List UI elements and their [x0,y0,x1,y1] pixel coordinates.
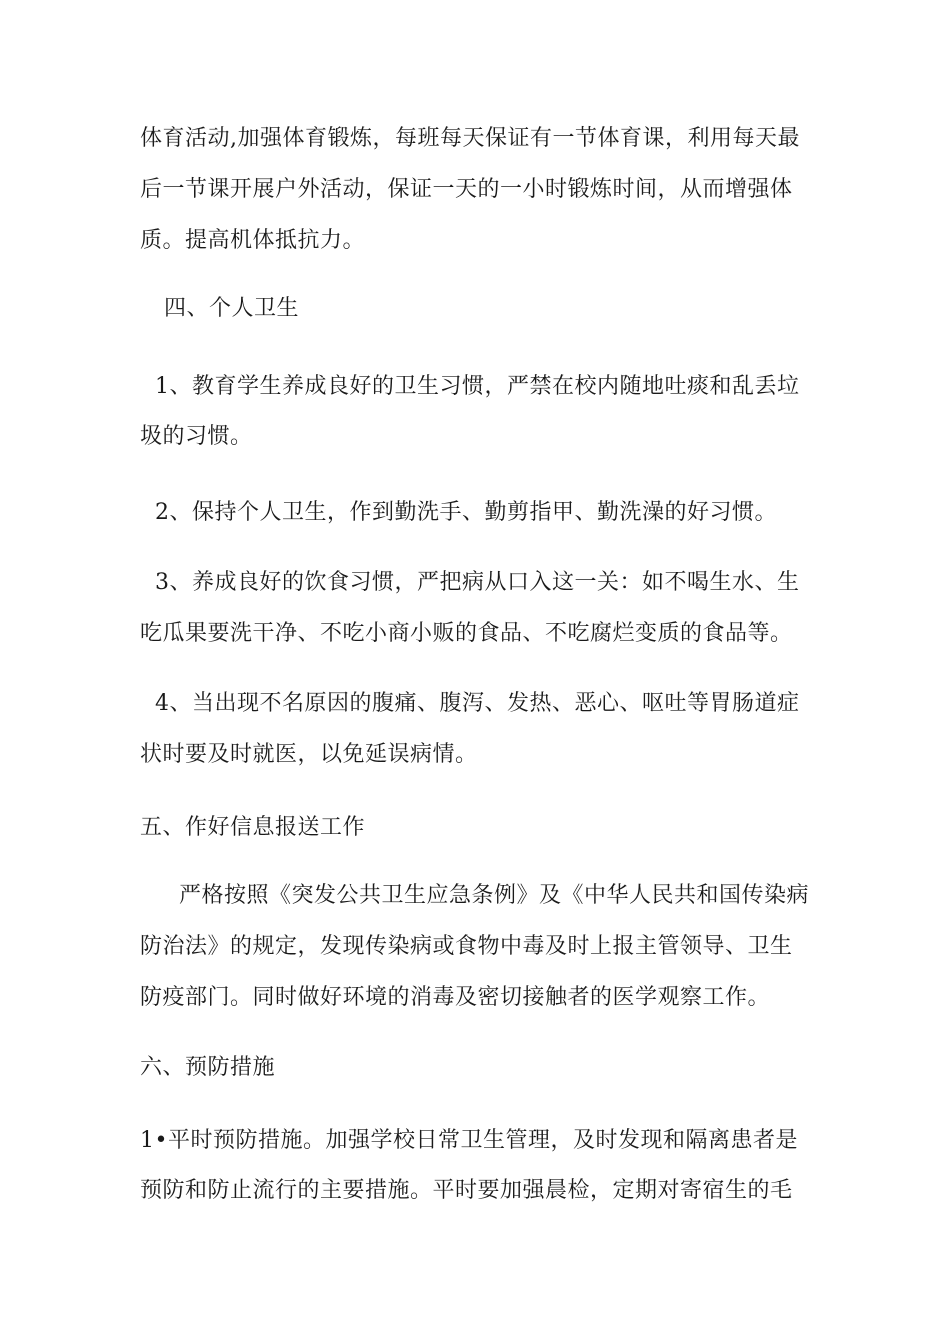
section-heading-information-reporting: 五、作好信息报送工作 [140,815,366,840]
section-heading-personal-hygiene: 四、个人卫生 [164,296,300,321]
body-text-line: 质。提高机体抵抗力。 [140,228,366,253]
body-text-line: 防治法》的规定，发现传染病或食物中毒及时上报主管领导、卫生 [140,934,793,959]
body-text-line: 预防和防止流行的主要措施。平时要加强晨检，定期对寄宿生的毛 [140,1178,793,1203]
body-text-line: 严格按照《突发公共卫生应急条例》及《中华人民共和国传染病 [179,883,810,908]
list-item-1: 1、教育学生养成良好的卫生习惯，严禁在校内随地吐痰和乱丢垃 [155,374,800,399]
body-text-line: 后一节课开展户外活动，保证一天的一小时锻炼时间，从而增强体 [140,177,793,202]
list-item-2: 2、保持个人卫生，作到勤洗手、勤剪指甲、勤洗澡的好习惯。 [155,500,777,525]
body-text-line: 圾的习惯。 [140,424,253,449]
list-item-prevention-1: 1•平时预防措施。加强学校日常卫生管理，及时发现和隔离患者是 [140,1128,798,1153]
body-text-line: 状时要及时就医，以免延误病情。 [140,742,478,767]
section-heading-prevention-measures: 六、预防措施 [140,1055,276,1080]
body-text-line: 体育活动,加强体育锻炼，每班每天保证有一节体育课，利用每天最 [140,126,800,151]
body-text-line: 防疫部门。同时做好环境的消毒及密切接触者的医学观察工作。 [140,985,771,1010]
list-item-4: 4、当出现不名原因的腹痛、腹泻、发热、恶心、呕吐等胃肠道症 [155,691,800,716]
body-text-line: 吃瓜果要洗干净、不吃小商小贩的食品、不吃腐烂变质的食品等。 [140,621,793,646]
list-item-3: 3、养成良好的饮食习惯，严把病从口入这一关：如不喝生水、生 [155,570,800,595]
